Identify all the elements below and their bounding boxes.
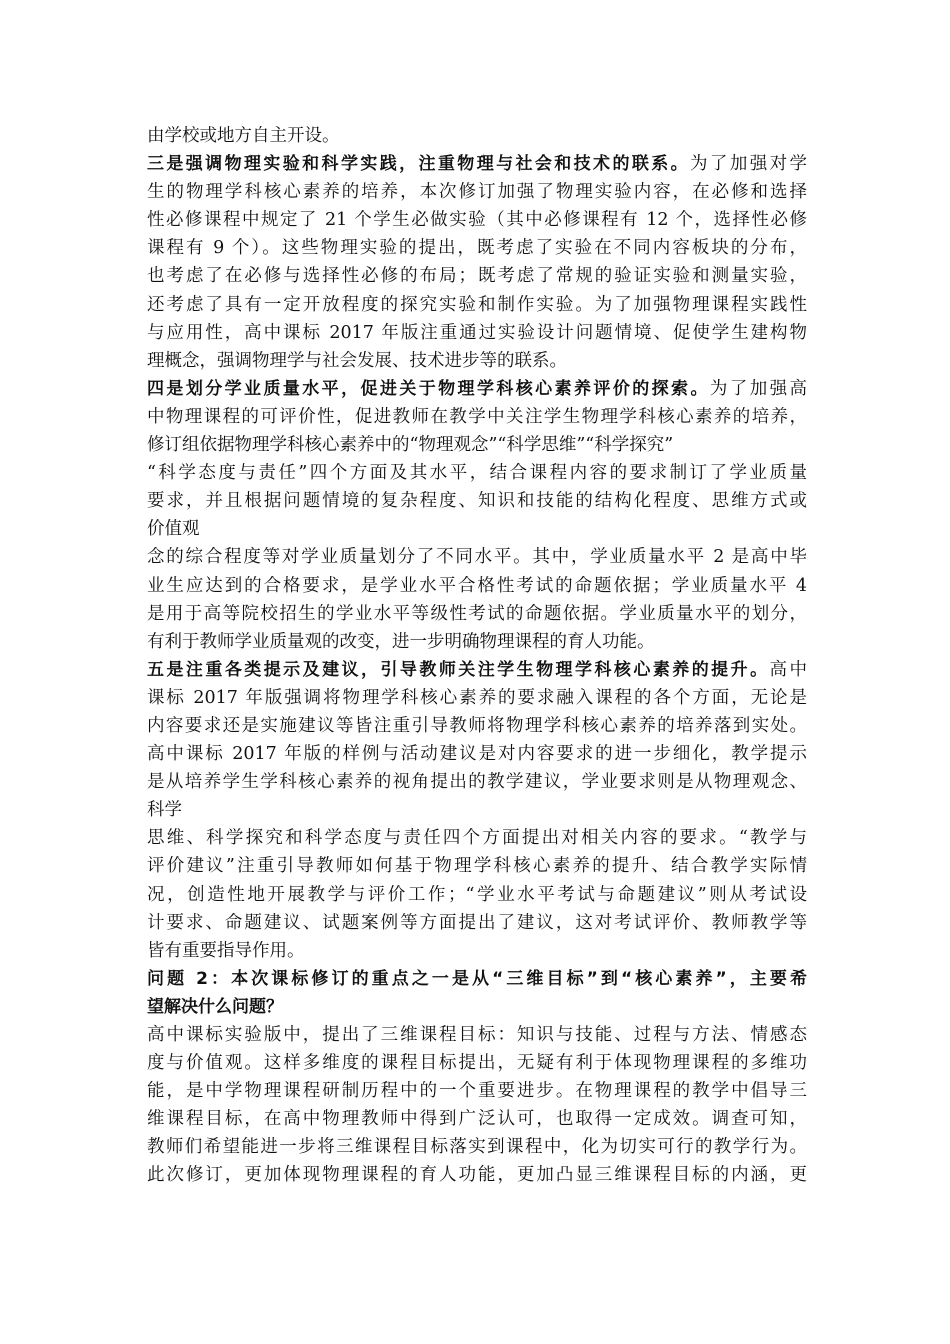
body-text: 是用于高等院校招生的学业水平等级性考试的命题依据。学业质量水平的划分，	[147, 603, 807, 624]
body-text: 况，创造性地开展教学与评价工作；“学业水平考试与命题建议”则从考试设	[147, 884, 807, 905]
text-line	[147, 656, 807, 684]
text-line	[147, 768, 807, 796]
text-line	[147, 712, 807, 740]
text-line	[147, 262, 807, 290]
text-line	[147, 740, 807, 768]
body-text: 维课程目标，在高中物理教师中得到广泛认可，也取得一定成效。调查可知，	[147, 1109, 807, 1130]
body-text: 计要求、命题建议、试题案例等方面提出了建议，这对考试评价、教师教学等	[147, 912, 807, 933]
body-text: 是从培养学生学科核心素养的视角提出的教学建议，学业要求则是从物理观念、	[147, 772, 807, 793]
body-text: 要求，并且根据问题情境的复杂程度、知识和技能的结构化程度、思维方式或	[147, 491, 807, 512]
body-text: 为了加强对学	[690, 154, 808, 175]
bold-heading: 问题 2：本次课标修订的重点之一是从“三维目标”到“核心素养”，主要希	[147, 968, 807, 989]
body-text: 有利于教师学业质量观的改变，进一步明确物理课程的育人功能。	[147, 631, 655, 652]
text-line	[147, 881, 807, 909]
body-text: 价值观	[147, 519, 200, 540]
text-line	[147, 403, 807, 431]
text-line	[147, 909, 807, 937]
text-line	[147, 993, 807, 1021]
text-line	[147, 937, 807, 965]
body-text: 评价建议”注重引导教师如何基于物理学科核心素养的提升、结合教学实际情	[147, 856, 807, 877]
body-text: 中物理课程的可评价性，促进教师在教学中关注学生物理学科核心素养的培养，	[147, 406, 807, 427]
text-line	[147, 178, 807, 206]
body-text: 生的物理学科核心素养的培养，本次修订加强了物理实验内容，在必修和选择	[147, 182, 807, 203]
bold-heading: 四是划分学业质量水平，促进关于物理学科核心素养评价的探索。	[147, 378, 710, 399]
text-line	[147, 684, 807, 712]
text-line	[147, 796, 807, 824]
text-line	[147, 319, 807, 347]
body-text: 科学	[147, 800, 182, 821]
body-text: 修订组依据物理学科核心素养中的“物理观念”“科学思维”“科学探究”	[147, 435, 674, 456]
text-line	[147, 1049, 807, 1077]
body-text: 课程有 9 个）。这些物理实验的提出，既考虑了实验在不同内容板块的分布，	[147, 238, 807, 259]
text-line	[147, 572, 807, 600]
text-line	[147, 824, 807, 852]
text-line	[147, 150, 807, 178]
body-text: 也考虑了在必修与选择性必修的布局；既考虑了常规的验证实验和测量实验，	[147, 266, 807, 287]
text-line	[147, 375, 807, 403]
body-text: 此次修订，更加体现物理课程的育人功能，更加凸显三维课程目标的内涵，更	[147, 1165, 807, 1186]
body-text: 还考虑了具有一定开放程度的探究实验和制作实验。为了加强物理课程实践性	[147, 294, 807, 315]
body-text: 为了加强高	[709, 378, 808, 399]
body-text: 教师们希望能进一步将三维课程目标落实到课程中，化为切实可行的教学行为。	[147, 1137, 807, 1158]
text-line	[147, 122, 807, 150]
text-line	[147, 515, 807, 543]
body-text: 思维、科学探究和科学态度与责任四个方面提出对相关内容的要求。“教学与	[147, 828, 807, 849]
document-body	[147, 122, 807, 1190]
text-line	[147, 206, 807, 234]
body-text: 性必修课程中规定了 21 个学生必做实验（其中必修课程有 12 个，选择性必修	[147, 210, 807, 231]
text-line	[147, 234, 807, 262]
bold-heading: 五是注重各类提示及建议，引导教师关注学生物理学科核心素养的提升。	[147, 659, 770, 680]
body-text: 业生应达到的合格要求，是学业水平合格性考试的命题依据；学业质量水平 4	[147, 575, 807, 596]
text-line	[147, 1021, 807, 1049]
body-text: 皆有重要指导作用。	[147, 940, 305, 961]
text-line	[147, 600, 807, 628]
text-line	[147, 291, 807, 319]
bold-heading: 望解决什么问题？	[147, 996, 283, 1017]
bold-heading: 三是强调物理实验和科学实践，注重物理与社会和技术的联系。	[147, 154, 691, 175]
text-line	[147, 1161, 807, 1189]
body-text: 高中课标 2017 年版的样例与活动建议是对内容要求的进一步细化，教学提示	[147, 744, 807, 765]
text-line	[147, 543, 807, 571]
text-line	[147, 1077, 807, 1105]
body-text: 度与价值观。这样多维度的课程目标提出，无疑有利于体现物理课程的多维功	[147, 1053, 807, 1074]
body-text: 理概念，强调物理学与社会发展、技术进步等的联系。	[147, 350, 567, 371]
body-text: 与应用性，高中课标 2017 年版注重通过实验设计问题情境、促使学生建构物	[147, 322, 807, 343]
text-line	[147, 628, 807, 656]
text-line	[147, 1105, 807, 1133]
body-text: 念的综合程度等对学业质量划分了不同水平。其中，学业质量水平 2 是高中毕	[147, 547, 807, 568]
text-line	[147, 852, 807, 880]
text-line	[147, 459, 807, 487]
text-line	[147, 347, 807, 375]
body-text: 高中	[769, 659, 808, 680]
text-line	[147, 1133, 807, 1161]
text-line	[147, 431, 807, 459]
body-text: 课标 2017 年版强调将物理学科核心素养的要求融入课程的各个方面，无论是	[147, 687, 807, 708]
body-text: 能，是中学物理课程研制历程中的一个重要进步。在物理课程的教学中倡导三	[147, 1081, 807, 1102]
text-line	[147, 487, 807, 515]
body-text: 由学校或地方自主开设。	[147, 126, 340, 146]
text-line	[147, 965, 807, 993]
body-text: 高中课标实验版中，提出了三维课程目标：知识与技能、过程与方法、情感态	[147, 1025, 807, 1045]
body-text: 内容要求还是实施建议等皆注重引导教师将物理学科核心素养的培养落到实处。	[147, 715, 807, 736]
body-text: “科学态度与责任”四个方面及其水平，结合课程内容的要求制订了学业质量	[147, 463, 807, 484]
